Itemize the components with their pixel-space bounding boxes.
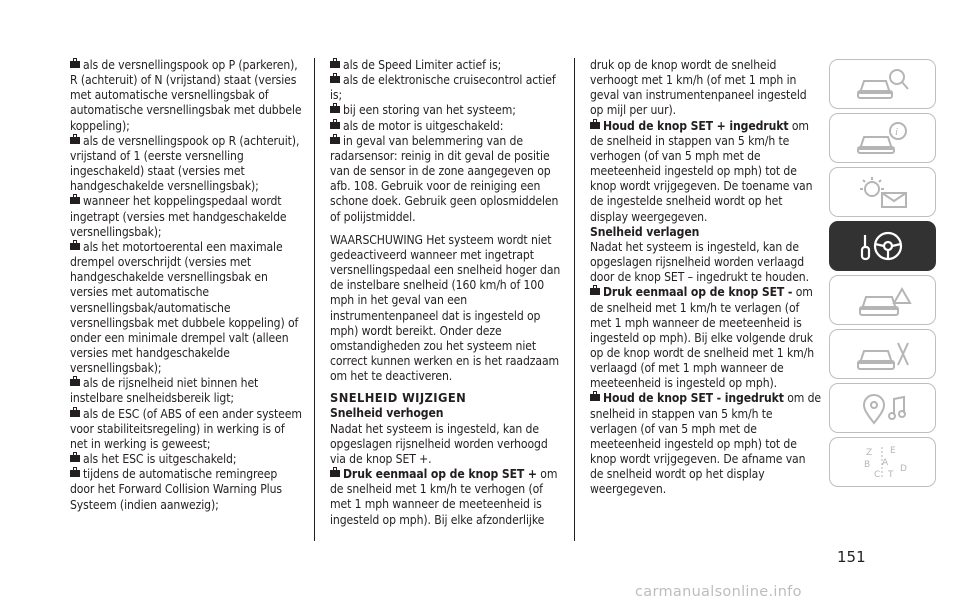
tab-emergency[interactable]	[829, 275, 936, 325]
watermark: carmanualsonline.info	[635, 584, 802, 600]
list-item: als de Speed Limiter actief is;	[330, 58, 564, 73]
section-heading: SNELHEID WIJZIGEN	[330, 391, 467, 407]
text-column-3	[590, 58, 822, 498]
page-number: 151	[837, 548, 866, 566]
bullet-icon	[70, 379, 80, 386]
bullet-icon	[590, 122, 600, 129]
tab-index[interactable]	[829, 437, 936, 487]
bullet-icon	[70, 243, 80, 250]
tab-maintenance[interactable]	[829, 329, 936, 379]
chapter-sidebar	[829, 59, 936, 491]
bullet-icon	[70, 61, 80, 68]
bullet-icon	[70, 470, 80, 477]
car-search-icon	[852, 65, 914, 103]
index-letter: Z	[865, 448, 872, 458]
tab-multimedia[interactable]	[829, 383, 936, 433]
warning-lights-message-icon	[852, 173, 914, 211]
list-item: als de rijsnelheid niet binnen het instelbare snelheidsbereik ligt;	[70, 376, 259, 406]
text-column-1	[70, 58, 302, 513]
list-item: als de versnellingspook op P (parkeren), R (achteruit) of N (vrijstand) staat (versies met automatische versnellingsbak of automatische versnellingsbak met dubbele koppeling);	[70, 58, 302, 133]
bullet-icon	[330, 137, 340, 144]
list-item: als de versnellingspook op R (achteruit), vrijstand of 1 (eerste versnelling ingeschakeld) staat (versies met handgeschakelde versnellingsbak);	[70, 133, 300, 194]
warning-paragraph: WAARSCHUWING Het systeem wordt niet gedeactiveerd wanneer met ingetrapt versnellingspedaal een snelheid hoger dan de instelbare snelheid (160 km/h of 100 mph in het geval van een instrumentenpaneel dat is ingesteld op mph) wordt bereikt. Onder deze omstandigheden zou het systeem niet correct kunnen werken en is het raadzaam om het te deactiveren.	[330, 232, 561, 384]
list-item: wanneer het koppelingspedaal wordt ingetrapt (versies met handgeschakelde versnellingsbak);	[70, 194, 287, 239]
subheading: Snelheid verhogen	[330, 406, 444, 421]
tab-car-search[interactable]	[829, 59, 936, 109]
list-item: als het motortoerental een maximale drempel overschrijdt (versies met handgeschakelde versnellingsbak en versies met automatische versnellingsbak/automatische versnellingsbak met dubbele koppeling) of onder een minimale drempel valt (alleen versies met handgeschakelde versnellingsbak);	[70, 239, 299, 376]
bullet-icon	[330, 470, 340, 477]
tab-car-info[interactable]	[829, 113, 936, 163]
index-letter: A	[881, 458, 888, 468]
list-item: Houd de knop SET + ingedrukt om de snelheid in stappen van 5 km/h te verhogen (of van 5 mph met de meeteenheid ingesteld op mph) tot de knop wordt vrijgegeven. De toename van de ingestelde snelheid wordt op het display weergegeven.	[590, 118, 813, 224]
warning-triangle-car-icon	[852, 281, 914, 319]
alphabet-index-icon	[852, 443, 914, 481]
text-column-2	[330, 58, 564, 528]
column-divider-1	[314, 58, 315, 541]
list-item: Houd de knop SET - ingedrukt om de snelheid in stappen van 5 km/h te verlagen (of van 5 mph met de meeteenheid ingesteld op mph) tot de knop wordt vrijgegeven. De afname van de snelheid wordt op het display weergegeven.	[590, 391, 822, 497]
car-service-tools-icon	[852, 335, 914, 373]
key-steering-wheel-icon	[852, 227, 914, 265]
list-item: als de ESC (of ABS of een ander systeem voor stabiliteitsregeling) in werking is of net in werking is geweest;	[70, 406, 302, 451]
paragraph: Nadat het systeem is ingesteld, kan de opgeslagen rijsnelheid worden verlaagd door de knop SET – ingedrukt te houden.	[590, 239, 809, 285]
bullet-icon	[70, 410, 80, 417]
bullet-icon	[70, 197, 80, 204]
list-item: als de motor is uitgeschakeld:	[330, 119, 564, 134]
paragraph: Nadat het systeem is ingesteld, kan de opgeslagen rijsnelheid worden verhoogd via de knop SET +.	[330, 421, 548, 466]
list-item: als de elektronische cruisecontrol actief is;	[330, 73, 556, 103]
bullet-icon	[330, 122, 340, 129]
bullet-icon	[330, 106, 340, 113]
paragraph: druk op de knop wordt de snelheid verhoogt met 1 km/h (of met 1 mph in geval van instrumentenpaneel ingesteld op mijl per uur).	[590, 58, 807, 118]
bullet-icon	[590, 394, 600, 401]
tab-starting-driving[interactable]	[829, 221, 936, 271]
index-letter: C	[873, 470, 880, 480]
list-item: Druk eenmaal op de knop SET - om de snelheid met 1 km/h te verlagen (of met 1 mph wanneer de meeteenheid is ingesteld op mph). Bij elke volgende druk op de knop wordt de snelheid met 1 km/h verlaagd (of met 1 mph wanneer de meeteenheid is ingesteld op mph).	[590, 285, 815, 391]
list-item: Druk eenmaal op de knop SET + om de snelheid met 1 km/h te verhogen (of met 1 mph wanneer de meeteenheid is ingesteld op mph). Bij elke afzonderlijke	[330, 467, 558, 527]
index-letter: D	[899, 464, 907, 474]
map-pin-music-icon	[852, 389, 914, 427]
bullet-icon	[70, 455, 80, 462]
index-letter: T	[887, 470, 893, 480]
index-letter: B	[863, 460, 870, 470]
bullet-icon	[590, 288, 600, 295]
column-divider-2	[574, 58, 575, 541]
bullet-icon	[330, 76, 340, 83]
subheading: Snelheid verlagen	[590, 224, 700, 239]
list-item: bij een storing van het systeem;	[330, 103, 564, 118]
list-item: als het ESC is uitgeschakeld;	[70, 452, 302, 467]
list-item: in geval van belemmering van de radarsensor: reinig in dit geval de positie van de sensor in de zone aangegeven op afb. 108. Gebruik voor de reiniging een schone doek. Gebruik geen oplosmiddelen of polijstmiddel.	[330, 133, 559, 224]
index-letter: E	[889, 446, 896, 456]
bullet-icon	[70, 137, 80, 144]
list-item: tijdens de automatische remingreep door het Forward Collision Warning Plus Systeem (indien aanwezig);	[70, 467, 282, 512]
tab-warning-lights[interactable]	[829, 167, 936, 217]
svg-text:i: i	[894, 126, 898, 138]
bullet-icon	[330, 61, 340, 68]
car-info-icon	[852, 119, 914, 157]
